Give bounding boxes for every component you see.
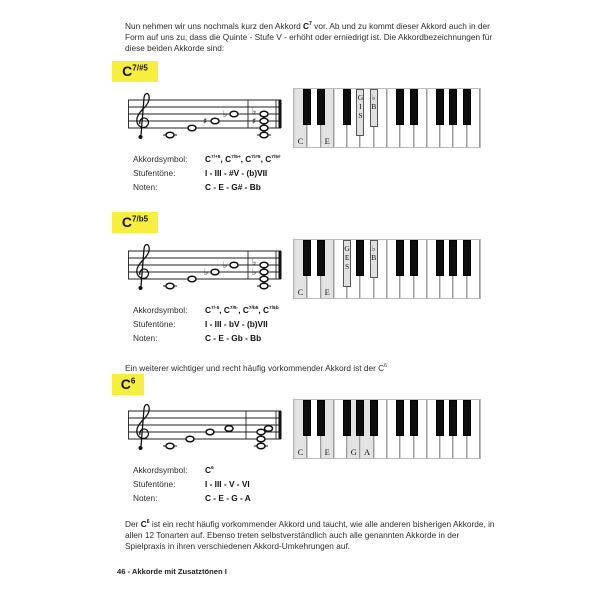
stufentoene-row [133,317,363,331]
noten-value: C - E - G# - Bb [205,182,261,192]
black-key [436,240,444,276]
black-key [396,240,404,276]
final-barline [279,100,282,128]
final-barline [279,411,282,439]
black-key [463,400,471,436]
stufentoene-value: I - III - V - VI [205,479,250,489]
black-key [317,89,325,125]
svg-text:♯: ♯ [252,117,257,127]
middle-paragraph: Ein weiterer wichtiger und recht häufig vorkommender Akkord ist der $C^6$ [125,363,388,374]
black-key [356,89,364,136]
intro-text-post: vor. Ab und zu kommt dieser Akkord auch in der Form auf uns zu, dass die Quinte - Stufe V - erhöht oder erniedrigt ist. Die Akkordbezeichnungen für diese beiden Akkorde sind: [125,21,493,54]
black-key [303,400,311,436]
black-key [410,400,418,436]
black-key [370,89,378,127]
final-barline [279,251,282,279]
outro-paragraph: Der $C^6$ ist ein recht häufig vorkommender Akkord und taucht, wie alle anderen bisherigen Akkorde, in allen 12 Tonarten auf. Ebenso treten selbstverständlich auch alle genannten Akkorde in der Spielpraxis in ihren verschiedenen Akkord-Umkehrungen auf. [125,519,495,552]
black-key [317,400,325,436]
intro-chord: $C^7$ [303,21,312,32]
pressed-black-key-label: ♭ B [371,244,377,262]
pressed-key-label: C [297,136,304,146]
black-key [436,89,444,125]
piano-keyboard-c7flat5 [293,239,481,299]
chord-details-c7sharp5 [133,152,363,194]
black-key [356,400,364,436]
chord-heading-c7sharp5: $C^{7/\#5}$ [112,61,158,82]
staff-notation-c7sharp5 [120,88,288,146]
black-key [410,89,418,125]
pressed-black-key-label: ♭ B [371,93,377,111]
black-key [396,400,404,436]
pressed-key-label: C [297,287,304,297]
chord-heading-c6: $C^6$ [112,374,144,395]
akkordsymbol-row [133,463,363,477]
chord-details-c7flat5 [133,303,363,345]
stufentoene-row [133,477,363,491]
piano-keyboard-c7sharp5 [293,88,481,148]
noten-value: C - E - G - A [205,493,251,503]
pressed-key-label: C [297,447,304,457]
noten-row [133,491,363,505]
noten-row [133,331,363,345]
akkordsymbol-row [133,303,363,317]
pressed-key-label: E [324,287,330,297]
noten-label: Noten: [133,182,158,192]
black-key [343,240,351,287]
staff-notation-c6 [120,399,288,457]
black-key [449,400,457,436]
pressed-black-key-label: G I S [357,93,364,120]
outro-chord: $C^6$ [140,519,150,530]
black-key [449,240,457,276]
noten-label: Noten: [133,333,158,343]
chord-details-c6 [133,463,363,505]
stufentoene-label: Stufentöne: [133,319,176,329]
intro-text-pre: Nun nehmen wir uns nochmals kurz den Akkord [125,21,304,32]
stufentoene-value: I - III - #V - (b)VII [205,168,268,178]
black-key [317,240,325,276]
svg-text:♭: ♭ [204,268,209,278]
akkordsymbol-row [133,152,363,166]
akkordsymbol-value: $C^6$ [205,465,214,475]
black-key [303,89,311,125]
pressed-key-label: E [324,136,330,146]
noten-value: C - E - Gb - Bb [205,333,262,343]
svg-text:♭: ♭ [223,110,228,120]
pressed-key-label: E [324,447,330,457]
black-key [343,89,351,125]
intro-paragraph [125,21,495,54]
staff-notation-c7flat5 [120,239,288,297]
akkordsymbol-value: $C^{7/-5}$, $C^{7/5-}$, $C^{7/b5}$, $C^{7/5b}$ [205,305,279,315]
stufentoene-label: Stufentöne: [133,168,176,178]
black-key [463,89,471,125]
svg-text:♭: ♭ [223,261,228,271]
black-key [436,400,444,436]
stufentoene-value: I - III - bV - (b)VII [205,319,268,329]
black-key [449,89,457,125]
pressed-key-label: G [350,447,357,457]
black-key [410,240,418,276]
akkordsymbol-label: Akkordsymbol: [133,465,188,475]
stufentoene-row [133,166,363,180]
black-key [343,400,351,436]
akkordsymbol-value: $C^{7/+5}$, $C^{7/5+}$, $C^{7/\#5}$, $C^{7/5\#}$ [205,154,281,164]
page-footer: 46 - Akkorde mit Zusatztönen I [117,567,227,576]
black-key [370,240,378,278]
middle-chord: $C^6$ [378,363,388,374]
svg-text:♭: ♭ [252,268,257,278]
black-key [356,240,364,276]
chord-heading-c7flat5: $C^{7/b5}$ [112,212,158,233]
svg-text:♯: ♯ [203,117,208,127]
svg-text:♭: ♭ [252,107,257,117]
akkordsymbol-label: Akkordsymbol: [133,154,188,164]
stufentoene-label: Stufentöne: [133,479,176,489]
pressed-black-key-label: G E S [344,244,350,271]
noten-row [133,180,363,194]
svg-text:♭: ♭ [252,258,257,268]
akkordsymbol-label: Akkordsymbol: [133,305,188,315]
black-key [303,240,311,276]
pressed-key-label: A [363,447,371,457]
noten-label: Noten: [133,493,158,503]
black-key [370,400,378,436]
black-key [463,240,471,276]
piano-keyboard-c6 [293,399,481,459]
black-key [396,89,404,125]
